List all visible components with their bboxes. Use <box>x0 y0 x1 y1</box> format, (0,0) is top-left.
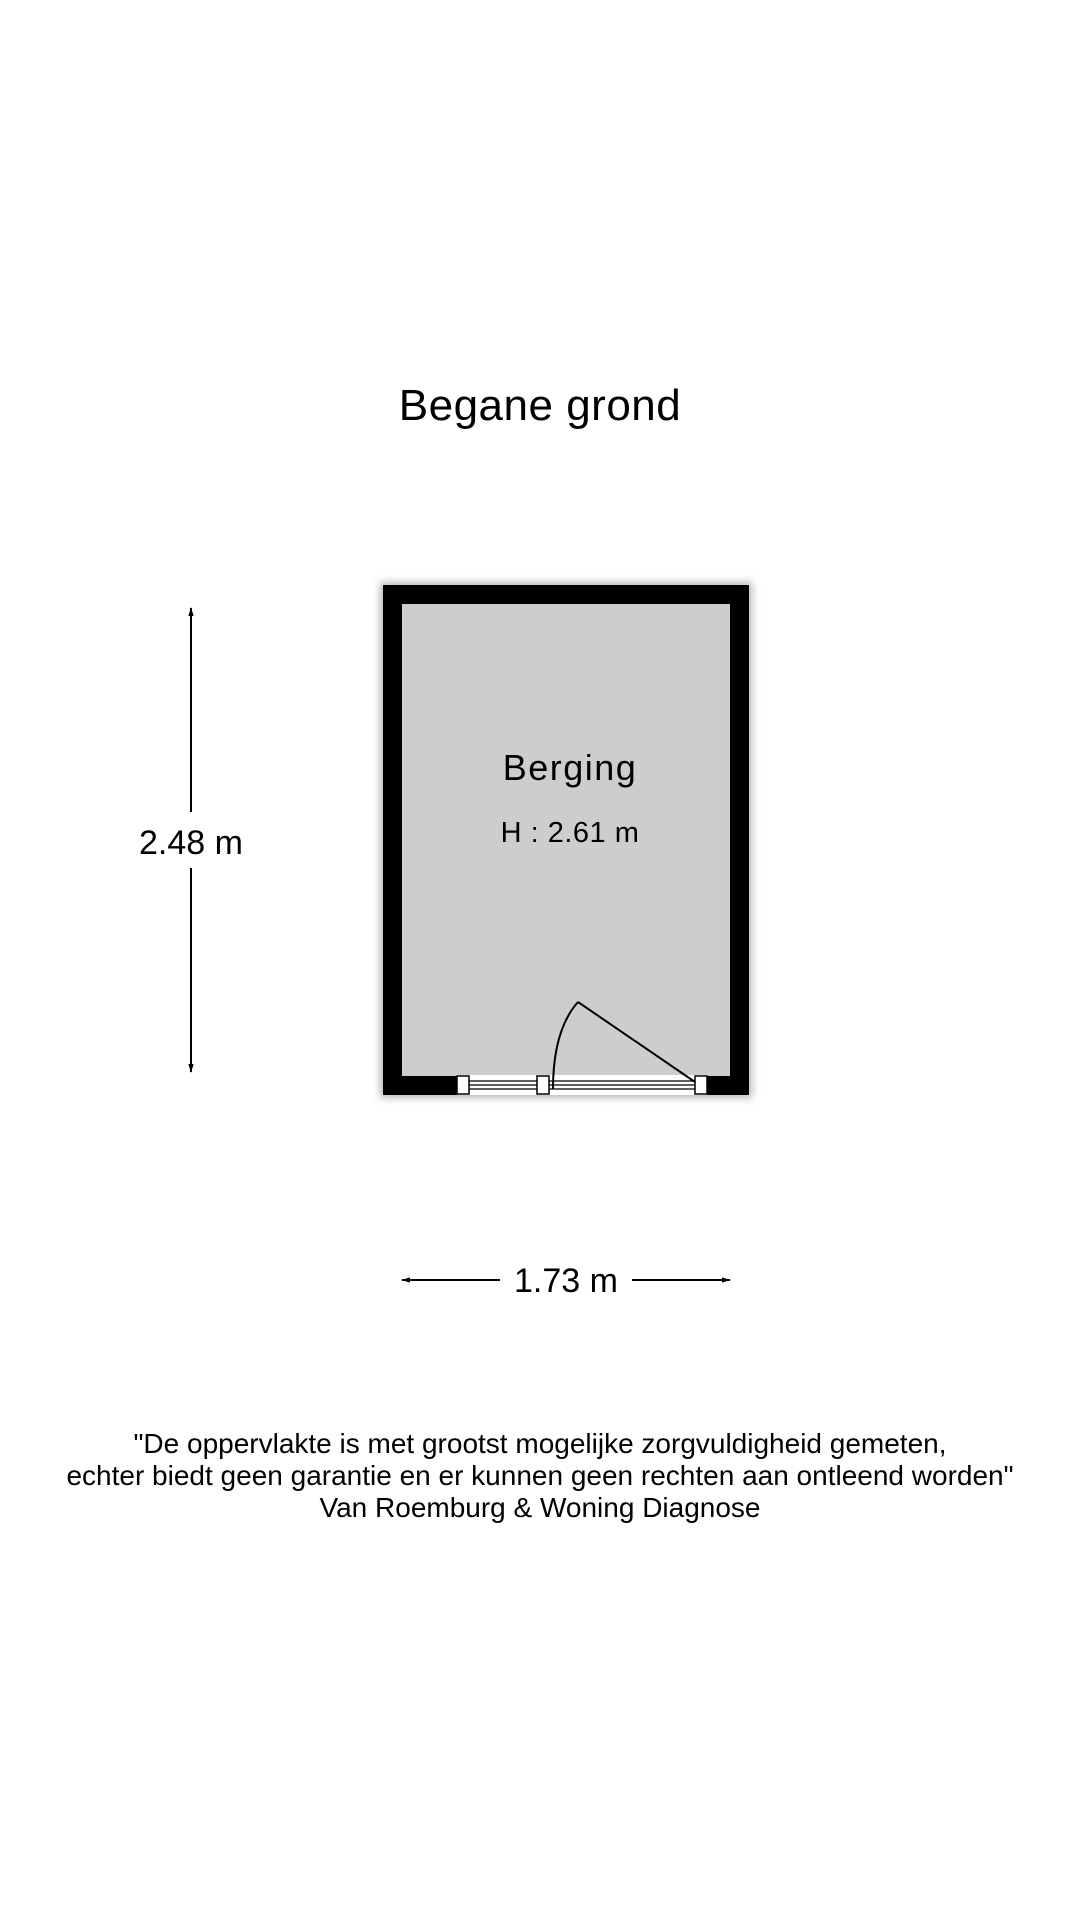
floor-title: Begane grond <box>398 381 682 430</box>
disclaimer-line-1: "De oppervlakte is met grootst mogelijke zorgvuldigheid gemeten, <box>133 1428 947 1459</box>
depth-label: 2.48 m <box>139 824 243 862</box>
disclaimer <box>0 1428 1080 1524</box>
width-dimension <box>402 1262 730 1300</box>
door-opening <box>457 1075 707 1095</box>
room-name: Berging <box>502 747 638 788</box>
disclaimer-line-3: Van Roemburg & Woning Diagnose <box>319 1492 761 1523</box>
disclaimer-line-2: echter biedt geen garantie en er kunnen geen rechten aan ontleend worden" <box>66 1460 1014 1491</box>
width-label: 1.73 m <box>514 1262 618 1300</box>
room-height: H : 2.61 m <box>500 817 640 849</box>
depth-dimension <box>139 608 243 1072</box>
